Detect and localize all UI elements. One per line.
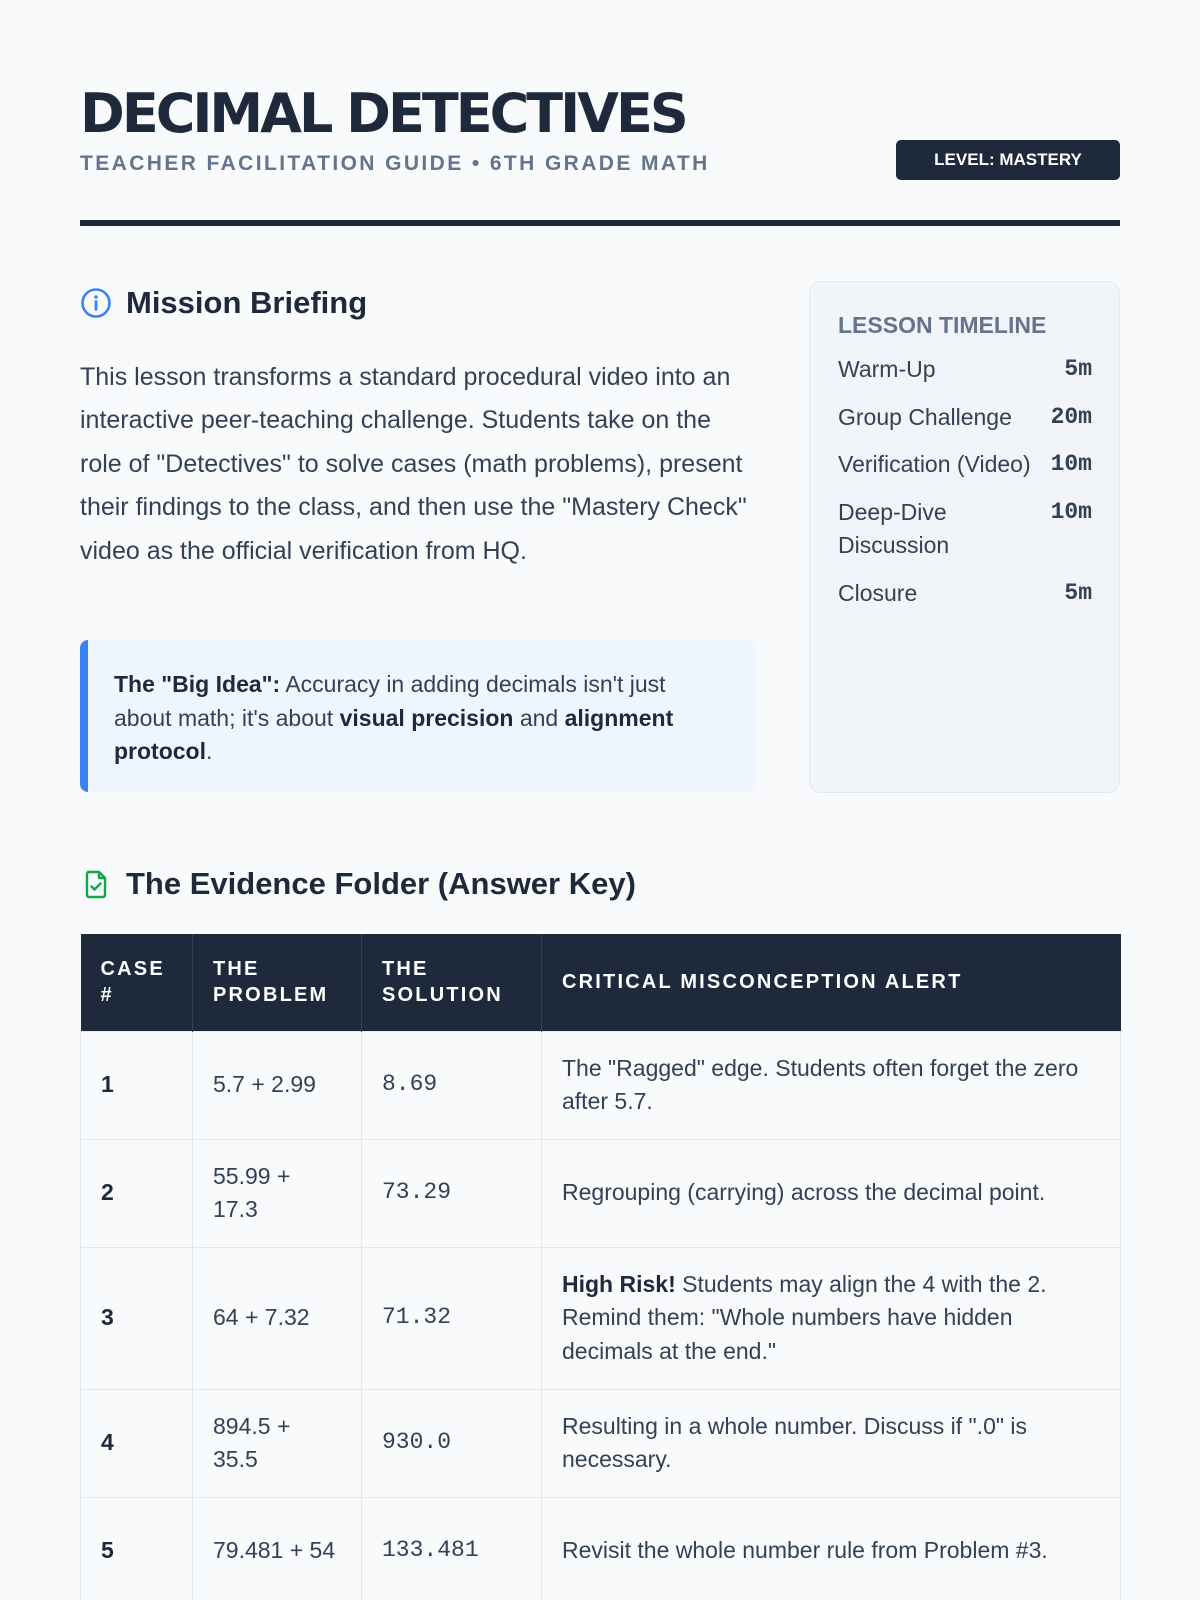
misconception-cell	[542, 1389, 1121, 1497]
misconception-cell	[542, 1497, 1121, 1600]
page-subtitle: TEACHER FACILITATION GUIDE • 6TH GRADE MATH	[80, 152, 710, 175]
timeline-item-label: Closure	[838, 579, 918, 606]
page-title: DECIMAL DETECTIVES	[80, 82, 686, 145]
big-idea-callout	[80, 640, 756, 792]
problem-cell: 64 + 7.32	[193, 1247, 362, 1389]
column-header-case: CASE #	[81, 934, 193, 1031]
header-divider	[80, 220, 1120, 226]
mission-briefing-heading	[80, 285, 367, 321]
evidence-folder-title: The Evidence Folder (Answer Key)	[126, 866, 636, 901]
misconception-text: Regrouping (carrying) across the decimal point.	[562, 1179, 1046, 1206]
answer-key-table	[80, 934, 1121, 1600]
case-number: 5	[81, 1497, 193, 1600]
big-idea-text-3: .	[206, 738, 213, 764]
timeline-item	[838, 401, 1092, 435]
timeline-item	[838, 448, 1092, 482]
timeline-item	[838, 496, 1092, 563]
timeline-item	[838, 577, 1092, 611]
big-idea-text-2: and	[513, 704, 565, 731]
timeline-item-duration: 20m	[1050, 403, 1092, 430]
mission-briefing-title: Mission Briefing	[126, 285, 368, 320]
evidence-folder-heading	[80, 866, 636, 902]
table-row	[81, 1139, 1121, 1247]
header	[80, 82, 1120, 227]
solution-cell: 133.481	[362, 1497, 542, 1600]
level-badge: LEVEL: MASTERY	[896, 140, 1120, 180]
big-idea-label: The "Big Idea":	[114, 671, 281, 697]
case-number: 3	[81, 1247, 193, 1389]
misconception-cell	[542, 1247, 1121, 1389]
file-check-icon	[80, 868, 112, 900]
timeline-item-label: Group Challenge	[838, 403, 1012, 430]
case-number: 2	[81, 1139, 193, 1247]
table-header-row	[81, 934, 1121, 1031]
misconception-cell	[542, 1139, 1121, 1247]
table-row	[81, 1247, 1121, 1389]
page	[80, 0, 1120, 1600]
problem-cell: 79.481 + 54	[193, 1497, 362, 1600]
timeline-item-label: Deep-Dive Discussion	[838, 498, 950, 558]
big-idea-bold-1: visual precision	[339, 704, 514, 731]
lesson-timeline	[809, 281, 1120, 793]
timeline-item-label: Verification (Video)	[838, 451, 1031, 477]
column-header-alert: CRITICAL MISCONCEPTION ALERT	[542, 934, 1121, 1031]
high-risk-label: High Risk!	[562, 1270, 676, 1297]
timeline-item-duration: 5m	[1064, 356, 1092, 382]
timeline-item	[838, 353, 1092, 387]
table-row	[81, 1497, 1121, 1600]
table-row	[81, 1389, 1121, 1497]
timeline-item-duration: 10m	[1050, 498, 1092, 525]
mission-briefing-text: This lesson transforms a standard procedural video into an interactive peer-teaching challenge. Students take on the role of "Detectives" to solve cases (math problems), present their findings to the class, and then use the "Mastery Check" video as the official verification from HQ.	[80, 363, 747, 565]
case-number: 1	[81, 1031, 193, 1139]
case-number: 4	[81, 1389, 193, 1497]
misconception-cell	[542, 1031, 1121, 1139]
misconception-text: Students may align the 4 with the 2. Remind them: "Whole numbers have hidden decimals at the end."	[562, 1270, 1047, 1364]
solution-cell: 71.32	[362, 1247, 542, 1389]
misconception-text: The "Ragged" edge. Students often forget the zero after 5.7.	[562, 1054, 1079, 1114]
solution-cell: 930.0	[362, 1389, 542, 1497]
misconception-text: Resulting in a whole number. Discuss if ".0" is necessary.	[562, 1412, 1028, 1472]
lesson-timeline-title: LESSON TIMELINE	[838, 312, 1047, 338]
solution-cell: 73.29	[362, 1139, 542, 1247]
timeline-item-duration: 10m	[1050, 451, 1092, 477]
problem-cell: 894.5 + 35.5	[193, 1389, 362, 1497]
column-header-problem: THE PROBLEM	[193, 934, 362, 1031]
table-row	[81, 1031, 1121, 1139]
column-header-solution: THE SOLUTION	[362, 934, 542, 1031]
problem-cell: 5.7 + 2.99	[193, 1031, 362, 1139]
info-circle-icon	[80, 287, 112, 319]
big-idea-bold-2: alignment protocol	[114, 704, 674, 764]
misconception-text: Revisit the whole number rule from Problem #3.	[562, 1537, 1048, 1564]
timeline-item-label: Warm-Up	[838, 356, 936, 382]
solution-cell: 8.69	[362, 1031, 542, 1139]
problem-cell: 55.99 + 17.3	[193, 1139, 362, 1247]
timeline-item-duration: 5m	[1064, 579, 1092, 606]
big-idea-text-1: Accuracy in adding decimals isn't just about math; it's about	[114, 671, 666, 731]
